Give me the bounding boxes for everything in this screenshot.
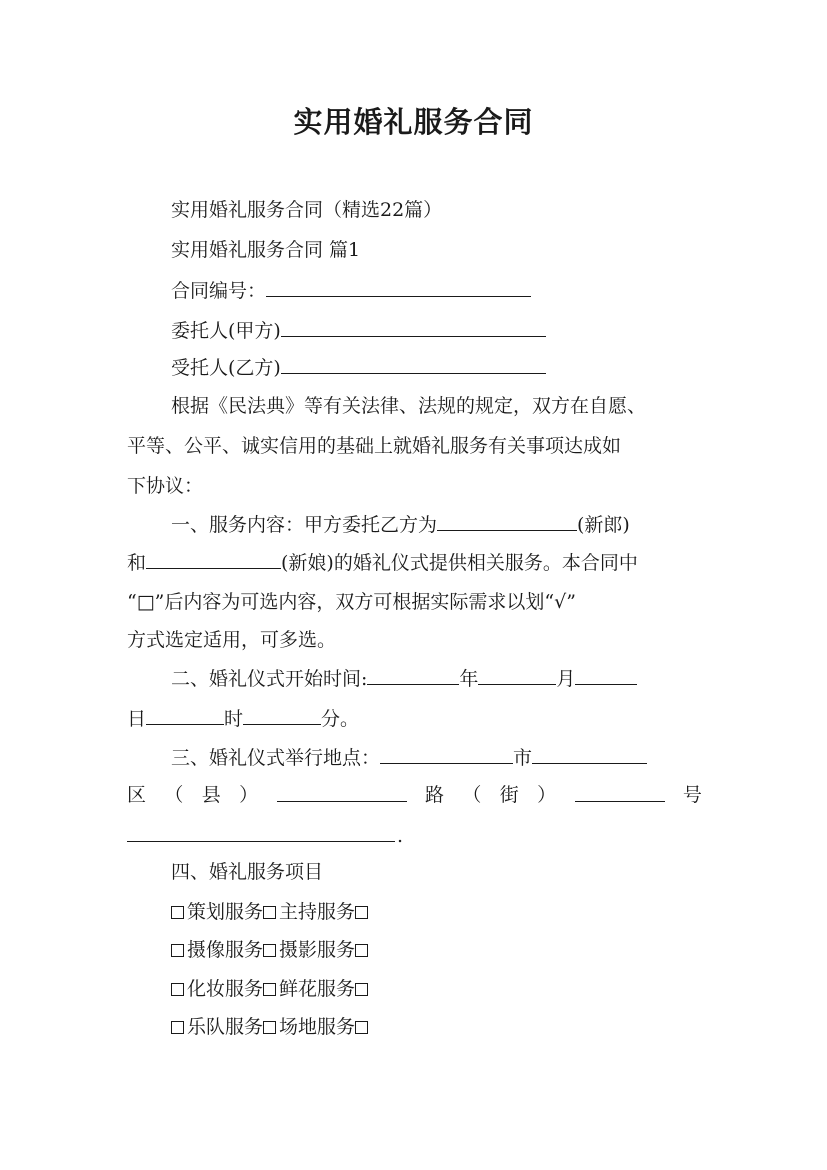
city-label: 市 (513, 747, 533, 769)
section-4-heading: 四、婚礼服务项目 (171, 861, 324, 883)
party-a-row (171, 316, 702, 345)
road-name-blank[interactable] (277, 781, 407, 802)
checkbox[interactable] (171, 944, 184, 957)
section-1-line-3: “□”后内容为可选内容，双方可根据实际需求以划“√” (127, 591, 576, 613)
paren-close: ） (537, 784, 557, 806)
road-label: 路 (424, 784, 444, 806)
section-2-text: 二、婚礼仪式开始时间: (171, 668, 368, 690)
city-blank[interactable] (380, 743, 513, 764)
section-2-line-1 (171, 664, 702, 693)
party-b-row (171, 353, 702, 382)
day-blank[interactable] (575, 664, 637, 685)
paren-close: ） (239, 784, 259, 806)
year-blank[interactable] (367, 664, 459, 685)
minute-label: 分。 (321, 708, 360, 730)
intro-line-3: 下协议： (127, 475, 204, 497)
groom-label: (新郎) (577, 514, 630, 536)
document-title: 实用婚礼服务合同 (293, 105, 534, 139)
part-heading: 实用婚礼服务合同 篇1 (171, 239, 361, 261)
service-row (171, 936, 702, 964)
section-2-line-2 (127, 704, 702, 733)
month-blank[interactable] (478, 664, 556, 685)
checkbox[interactable] (355, 1021, 368, 1034)
section-1-text: 一、服务内容：甲方委托乙方为 (171, 514, 438, 536)
section-1-line-1 (171, 510, 702, 539)
year-label: 年 (459, 668, 479, 690)
bride-name-blank[interactable] (146, 548, 281, 569)
service-label: 主持服务 (279, 901, 356, 923)
contract-number-label: 合同编号： (171, 280, 267, 302)
paren-open: （ (164, 784, 184, 806)
street-label: 街 (499, 784, 519, 806)
section-3-text: 三、婚礼仪式举行地点： (171, 747, 381, 769)
service-label: 化妆服务 (187, 978, 264, 1000)
county-label: 县 (201, 784, 221, 806)
subtitle: 实用婚礼服务合同（精选22篇） (171, 199, 443, 221)
service-label: 策划服务 (187, 901, 264, 923)
section-1-line-4: 方式选定适用，可多选。 (127, 629, 337, 651)
service-label: 鲜花服务 (279, 978, 356, 1000)
number-blank[interactable] (575, 781, 665, 802)
checkbox[interactable] (171, 1021, 184, 1034)
district-name-blank[interactable] (532, 743, 647, 764)
intro-line-2: 平等、公平、诚实信用的基础上就婚礼服务有关事项达成如 (127, 435, 622, 457)
intro-line-1: 根据《民法典》等有关法律、法规的规定，双方在自愿、 (171, 395, 647, 417)
section-3-line-2 (127, 781, 702, 809)
day-label: 日 (127, 708, 147, 730)
party-b-label: 受托人(乙方) (171, 357, 281, 379)
checkbox[interactable] (263, 983, 276, 996)
and-label: 和 (127, 552, 147, 574)
address-extra-blank[interactable] (127, 821, 395, 842)
section-3-line-3 (127, 821, 702, 850)
checkbox[interactable] (171, 983, 184, 996)
paren-open: （ (462, 784, 482, 806)
party-b-blank[interactable] (281, 353, 546, 374)
checkbox[interactable] (263, 1021, 276, 1034)
service-label: 乐队服务 (187, 1016, 264, 1038)
section-3-line-1 (171, 743, 702, 772)
party-a-blank[interactable] (281, 316, 546, 337)
party-a-label: 委托人(甲方) (171, 320, 281, 342)
service-row (171, 1013, 702, 1041)
section-1-line-2 (127, 548, 702, 577)
hour-blank[interactable] (146, 704, 224, 725)
checkbox[interactable] (355, 944, 368, 957)
checkbox[interactable] (355, 906, 368, 919)
service-row (171, 898, 702, 926)
hour-label: 时 (224, 708, 244, 730)
groom-name-blank[interactable] (437, 510, 577, 531)
checkbox[interactable] (355, 983, 368, 996)
contract-number-row (171, 276, 702, 305)
service-label: 场地服务 (279, 1016, 356, 1038)
month-label: 月 (556, 668, 576, 690)
minute-blank[interactable] (243, 704, 321, 725)
service-label: 摄影服务 (279, 939, 356, 961)
service-row (171, 975, 702, 1003)
checkbox[interactable] (263, 944, 276, 957)
period: . (397, 825, 404, 847)
number-label: 号 (682, 784, 702, 806)
section-1-text-2: (新娘)的婚礼仪式提供相关服务。本合同中 (281, 552, 638, 574)
checkbox[interactable] (263, 906, 276, 919)
checkbox[interactable] (171, 906, 184, 919)
contract-number-blank[interactable] (266, 276, 531, 297)
service-label: 摄像服务 (187, 939, 264, 961)
district-label: 区 (127, 784, 147, 806)
